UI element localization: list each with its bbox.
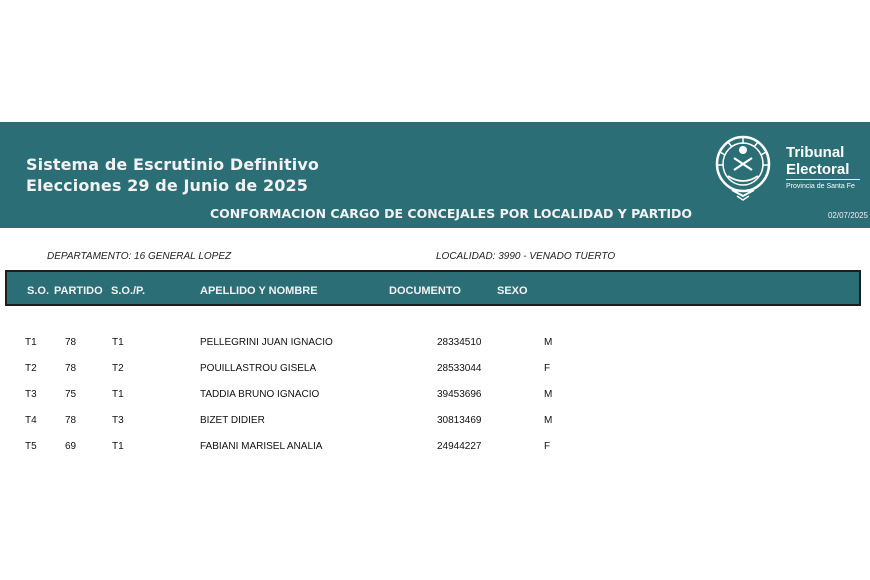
column-header-bar [5, 270, 861, 306]
cell-so: T1 [25, 337, 37, 348]
cell-so-p: T1 [112, 441, 124, 452]
cell-documento: 39453696 [437, 389, 482, 400]
logo-divider [786, 179, 860, 180]
cell-partido: 75 [65, 389, 77, 400]
cell-so-p: T1 [112, 337, 124, 348]
localidad-label: LOCALIDAD: 3990 - VENADO TUERTO [436, 251, 616, 262]
print-date: 02/07/2025 [827, 211, 868, 220]
logo-line3: Provincia de Santa Fe [786, 183, 855, 190]
cell-so-p: T2 [112, 363, 124, 374]
cell-sexo: F [544, 363, 551, 374]
cell-so-p: T1 [112, 389, 124, 400]
cell-so-p: T3 [112, 415, 124, 426]
cell-nombre: TADDIA BRUNO IGNACIO [200, 389, 320, 400]
cell-documento: 30813469 [437, 415, 482, 426]
cell-documento: 24944227 [437, 441, 482, 452]
col-sexo: SEXO [497, 285, 528, 297]
cell-sexo: M [544, 415, 553, 426]
cell-partido: 69 [65, 441, 77, 452]
col-so: S.O. [27, 285, 50, 297]
col-so-p: S.O./P. [111, 285, 146, 297]
cell-partido: 78 [65, 337, 77, 348]
cell-documento: 28533044 [437, 363, 482, 374]
cell-so: T3 [25, 389, 37, 400]
table-row [0, 413, 870, 439]
report-title: CONFORMACION CARGO DE CONCEJALES POR LOCALIDAD Y PARTIDO [210, 206, 693, 221]
cell-partido: 78 [65, 415, 77, 426]
cell-nombre: PELLEGRINI JUAN IGNACIO [200, 337, 333, 348]
col-apellido-nombre: APELLIDO Y NOMBRE [200, 285, 318, 297]
table-row [0, 361, 870, 387]
col-documento: DOCUMENTO [389, 285, 461, 297]
cell-sexo: M [544, 389, 553, 400]
system-title-line2: Elecciones 29 de Junio de 2025 [26, 176, 308, 195]
system-title [26, 154, 319, 196]
table-row [0, 439, 870, 465]
cell-nombre: FABIANI MARISEL ANALIA [200, 441, 323, 452]
cell-nombre: POUILLASTROU GISELA [200, 363, 317, 374]
logo-line1: Tribunal [786, 144, 845, 161]
table-row [0, 335, 870, 361]
cell-sexo: M [544, 337, 553, 348]
cell-so: T4 [25, 415, 37, 426]
logo-line2: Electoral [786, 161, 850, 178]
system-title-line1: Sistema de Escrutinio Definitivo [26, 155, 319, 174]
report-header [0, 122, 870, 228]
col-partido: PARTIDO [54, 285, 103, 297]
cell-partido: 78 [65, 363, 77, 374]
results-table [0, 335, 870, 465]
cell-so: T5 [25, 441, 37, 452]
cell-so: T2 [25, 363, 37, 374]
provincial-seal-icon [712, 134, 774, 202]
cell-documento: 28334510 [437, 337, 482, 348]
departamento-label: DEPARTAMENTO: 16 GENERAL LOPEZ [47, 251, 232, 262]
table-row [0, 387, 870, 413]
cell-nombre: BIZET DIDIER [200, 415, 265, 426]
tribunal-logo [786, 144, 860, 192]
cell-sexo: F [544, 441, 551, 452]
